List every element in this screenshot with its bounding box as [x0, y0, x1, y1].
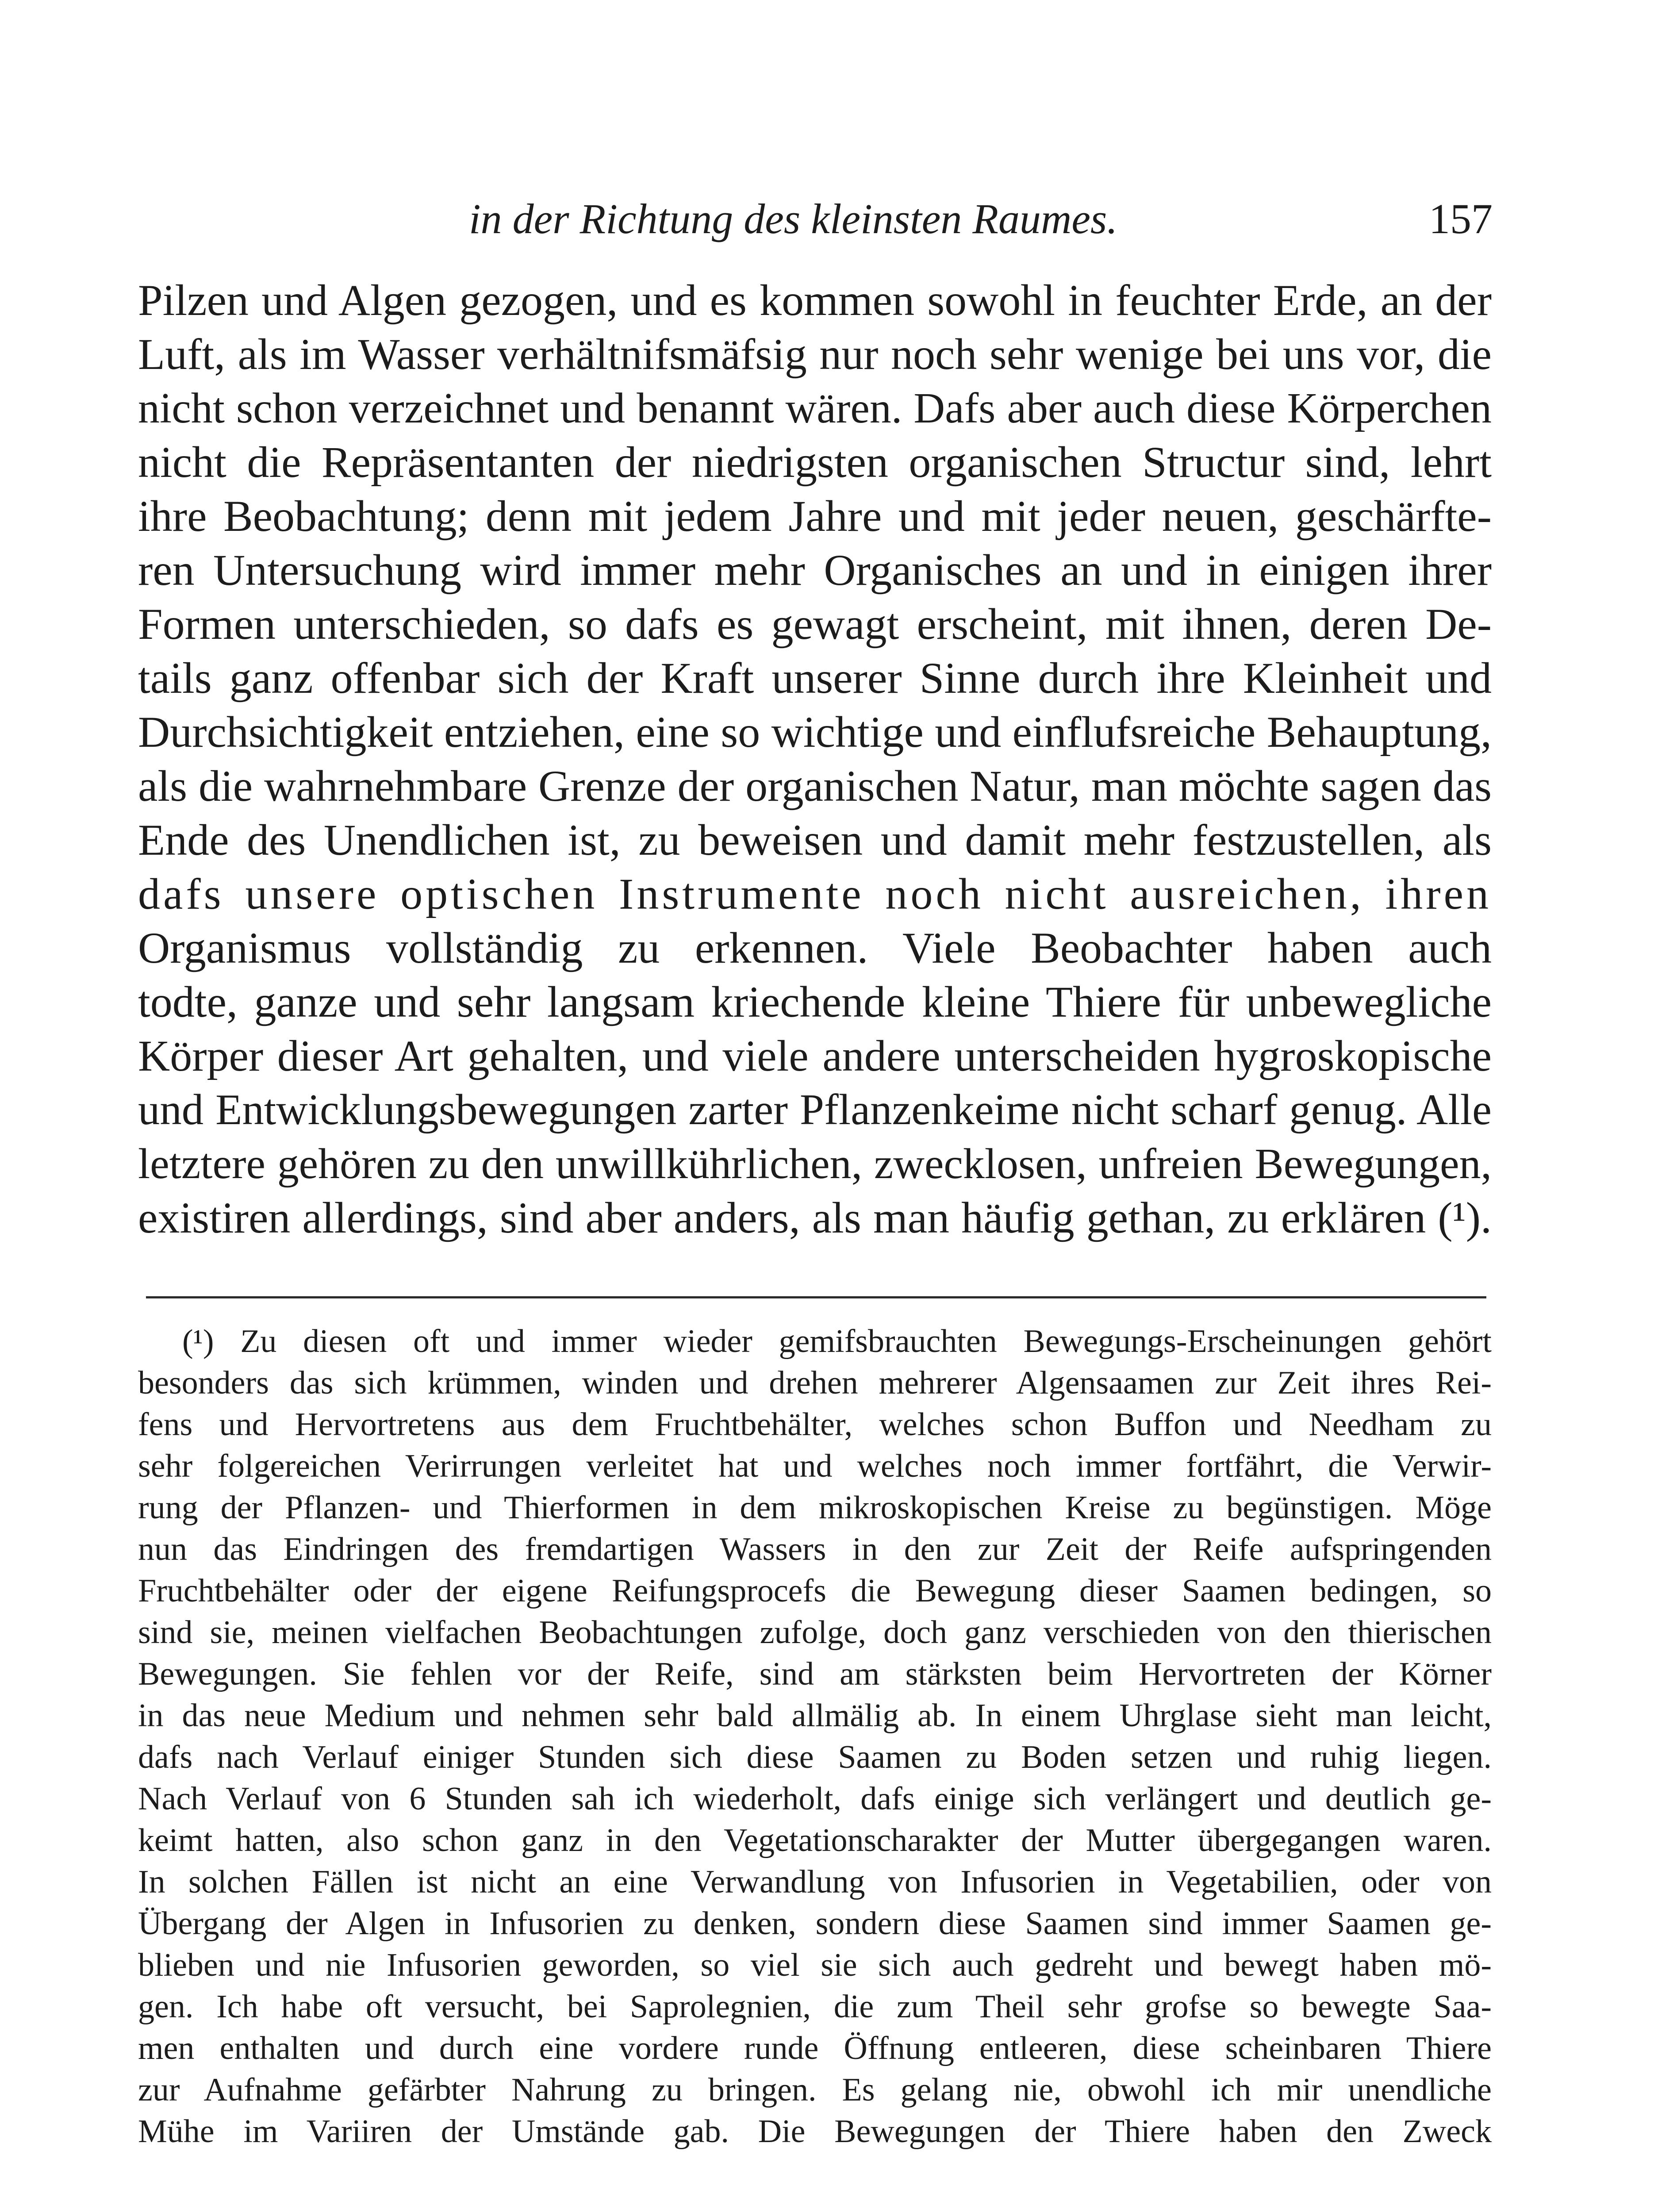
- running-title: in der Richtung des kleinsten Raumes.: [469, 195, 1118, 242]
- body-line: tails ganz offenbar sich der Kraft unserer Sinne durch ihre Kleinheit und: [138, 653, 1492, 703]
- body-line: und Entwicklungsbewegungen zarter Pflanzenkeime nicht scharf genug. Alle: [138, 1086, 1492, 1134]
- footnote-line: Bewegungen. Sie fehlen vor der Reife, sind am stärksten beim Hervortreten der Körner: [138, 1656, 1492, 1692]
- body-line: Luft, als im Wasser verhältnifsmäfsig nur noch sehr wenige bei uns vor, die: [138, 330, 1492, 379]
- body-line: Pilzen und Algen gezogen, und es kommen sowohl in feuchter Erde, an der: [138, 276, 1492, 325]
- body-line-emphasized: dafs unsere optischen Instrumente noch nicht ausreichen, ihren: [138, 869, 1492, 918]
- body-line: todte, ganze und sehr langsam kriechende kleine Thiere für unbewegliche: [138, 977, 1492, 1026]
- footnote-divider: [146, 1296, 1486, 1298]
- footnote-line: nun das Eindringen des fremdartigen Wassers in den zur Zeit der Reife aufspringenden: [138, 1531, 1492, 1567]
- body-line: Formen unterschieden, so dafs es gewagt erscheint, mit ihnen, deren De-: [138, 599, 1492, 649]
- body-line-emphasized: Organismus vollständig zu erkennen. Viele Beobachter haben auch: [138, 923, 1492, 972]
- footnote-line: blieben und nie Infusorien geworden, so viel sie sich auch gedreht und bewegt haben mö-: [138, 1947, 1492, 1983]
- footnote-line: (¹) Zu diesen oft und immer wieder gemifsbrauchten Bewegungs-Erscheinungen gehört: [182, 1323, 1492, 1359]
- footnote-line: gen. Ich habe oft versucht, bei Saprolegnien, die zum Theil sehr grofse so bewegte Saa-: [138, 1989, 1492, 2025]
- main-text-block: [138, 273, 1492, 1245]
- footnote-line: rung der Pflanzen- und Thierformen in dem mikroskopischen Kreise zu begünstigen. Möge: [138, 1490, 1492, 1526]
- body-line: letztere gehören zu den unwillkührlichen, zwecklosen, unfreien Bewegungen,: [138, 1140, 1492, 1188]
- footnote-line: in das neue Medium und nehmen sehr bald allmälig ab. In einem Uhrglase sieht man leicht,: [138, 1697, 1492, 1734]
- footnote-line: keimt hatten, also schon ganz in den Vegetationscharakter der Mutter übergegangen waren.: [138, 1822, 1492, 1859]
- footnote-line: sind sie, meinen vielfachen Beobachtungen zufolge, doch ganz verschieden von den thierischen: [138, 1614, 1492, 1651]
- footnote-line: dafs nach Verlauf einiger Stunden sich diese Saamen zu Boden setzen und ruhig liegen.: [138, 1739, 1492, 1775]
- footnote-line: Übergang der Algen in Infusorien zu denken, sondern diese Saamen sind immer Saamen ge-: [138, 1905, 1492, 1942]
- body-line: nicht schon verzeichnet und benannt wären. Dafs aber auch diese Körperchen: [138, 384, 1492, 432]
- footnote-line: Fruchtbehälter oder der eigene Reifungsprocefs die Bewegung dieser Saamen bedingen, so: [138, 1573, 1492, 1609]
- running-head: [469, 190, 1493, 248]
- page-number: 157: [1429, 195, 1493, 242]
- footnote-line: zur Aufnahme gefärbter Nahrung zu bringen. Es gelang nie, obwohl ich mir unendliche: [138, 2072, 1492, 2108]
- body-line: als die wahrnehmbare Grenze der organischen Natur, man möchte sagen das: [138, 761, 1492, 810]
- body-line: ihre Beobachtung; denn mit jedem Jahre und mit jeder neuen, geschärfte-: [138, 492, 1492, 541]
- footnote-line: fens und Hervortretens aus dem Fruchtbehälter, welches schon Buffon und Needham zu: [138, 1406, 1492, 1443]
- footnote-line: besonders das sich krümmen, winden und drehen mehrerer Algensaamen zur Zeit ihres Rei-: [138, 1365, 1492, 1401]
- body-line: ren Untersuchung wird immer mehr Organisches an und in einigen ihrer: [138, 545, 1492, 595]
- body-line: Ende des Unendlichen ist, zu beweisen und damit mehr festzustellen, als: [138, 815, 1492, 864]
- footnote-line: men enthalten und durch eine vordere runde Öffnung entleeren, diese scheinbaren Thiere: [138, 2030, 1492, 2066]
- body-line: existiren allerdings, sind aber anders, als man häufig gethan, zu erklären (¹).: [138, 1193, 1492, 1242]
- body-line: Durchsichtigkeit entziehen, eine so wichtige und einflufsreiche Behauptung,: [138, 707, 1492, 757]
- body-line: nicht die Repräsentanten der niedrigsten organischen Structur sind, lehrt: [138, 438, 1492, 487]
- body-line: Körper dieser Art gehalten, und viele andere unterscheiden hygroskopische: [138, 1031, 1492, 1080]
- footnote-block: [138, 1321, 1492, 2152]
- footnote-line: sehr folgereichen Verirrungen verleitet hat und welches noch immer fortfährt, die Verwir-: [138, 1448, 1492, 1484]
- footnote-line: Nach Verlauf von 6 Stunden sah ich wiederholt, dafs einige sich verlängert und deutlich ge-: [138, 1781, 1492, 1817]
- footnote-line: Mühe im Variiren der Umstände gab. Die Bewegungen der Thiere haben den Zweck: [138, 2113, 1492, 2150]
- footnote-line: In solchen Fällen ist nicht an eine Verwandlung von Infusorien in Vegetabilien, oder von: [138, 1864, 1492, 1900]
